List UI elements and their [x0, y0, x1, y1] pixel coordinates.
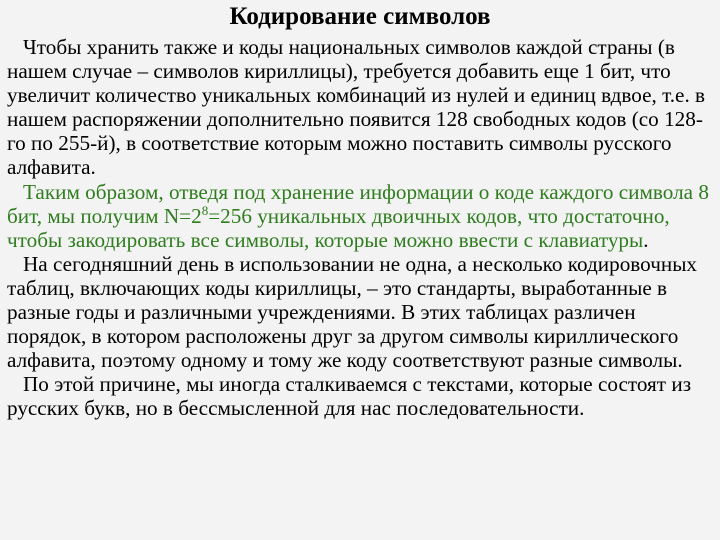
paragraph-1: Чтобы хранить также и коды национальных символов каждой страны (в нашем случае – символов кириллицы), требуется добавить еще 1 бит, что увеличит количество уникальных комбинаций из нулей и единиц вдвое, т.е. в нашем распоряжении дополнительно появится 128 свободных кодов (со 128-го по 255-й), в соответствие которым можно поставить символы русского алфавита. [7, 35, 706, 180]
paragraph-3: На сегодняшний день в использовании не одна, а несколько кодировочных таблиц, включающих коды кириллицы, – это стандарты, выработанные в разные годы и различными учреждениями. В этих таблицах различен порядок, в котором расположены друг за другом символы кириллического алфавита, поэтому одному и тому же коду соответствуют разные символы. [7, 251, 698, 373]
paragraph-2-period: . [643, 227, 649, 252]
paragraph-4: По этой причине, мы иногда сталкиваемся с текстами, которые состоят из русских букв, но в бессмысленной для нас последовательности. [7, 372, 692, 421]
paragraph-2-exponent: 8 [201, 202, 209, 218]
paragraph-2 [7, 180, 713, 252]
paragraph-2-text-start: Таким образом, отведя под хранение информации о коде каждого символа 8 бит, мы получим N=2 [7, 179, 709, 228]
paragraph-2-text-end: =256 уникальных двоичных кодов, что достаточно, чтобы закодировать все символы, которые можно ввести с клавиатуры [7, 203, 670, 252]
slide-body [7, 35, 713, 421]
slide-title: Кодирование символов [229, 3, 491, 30]
